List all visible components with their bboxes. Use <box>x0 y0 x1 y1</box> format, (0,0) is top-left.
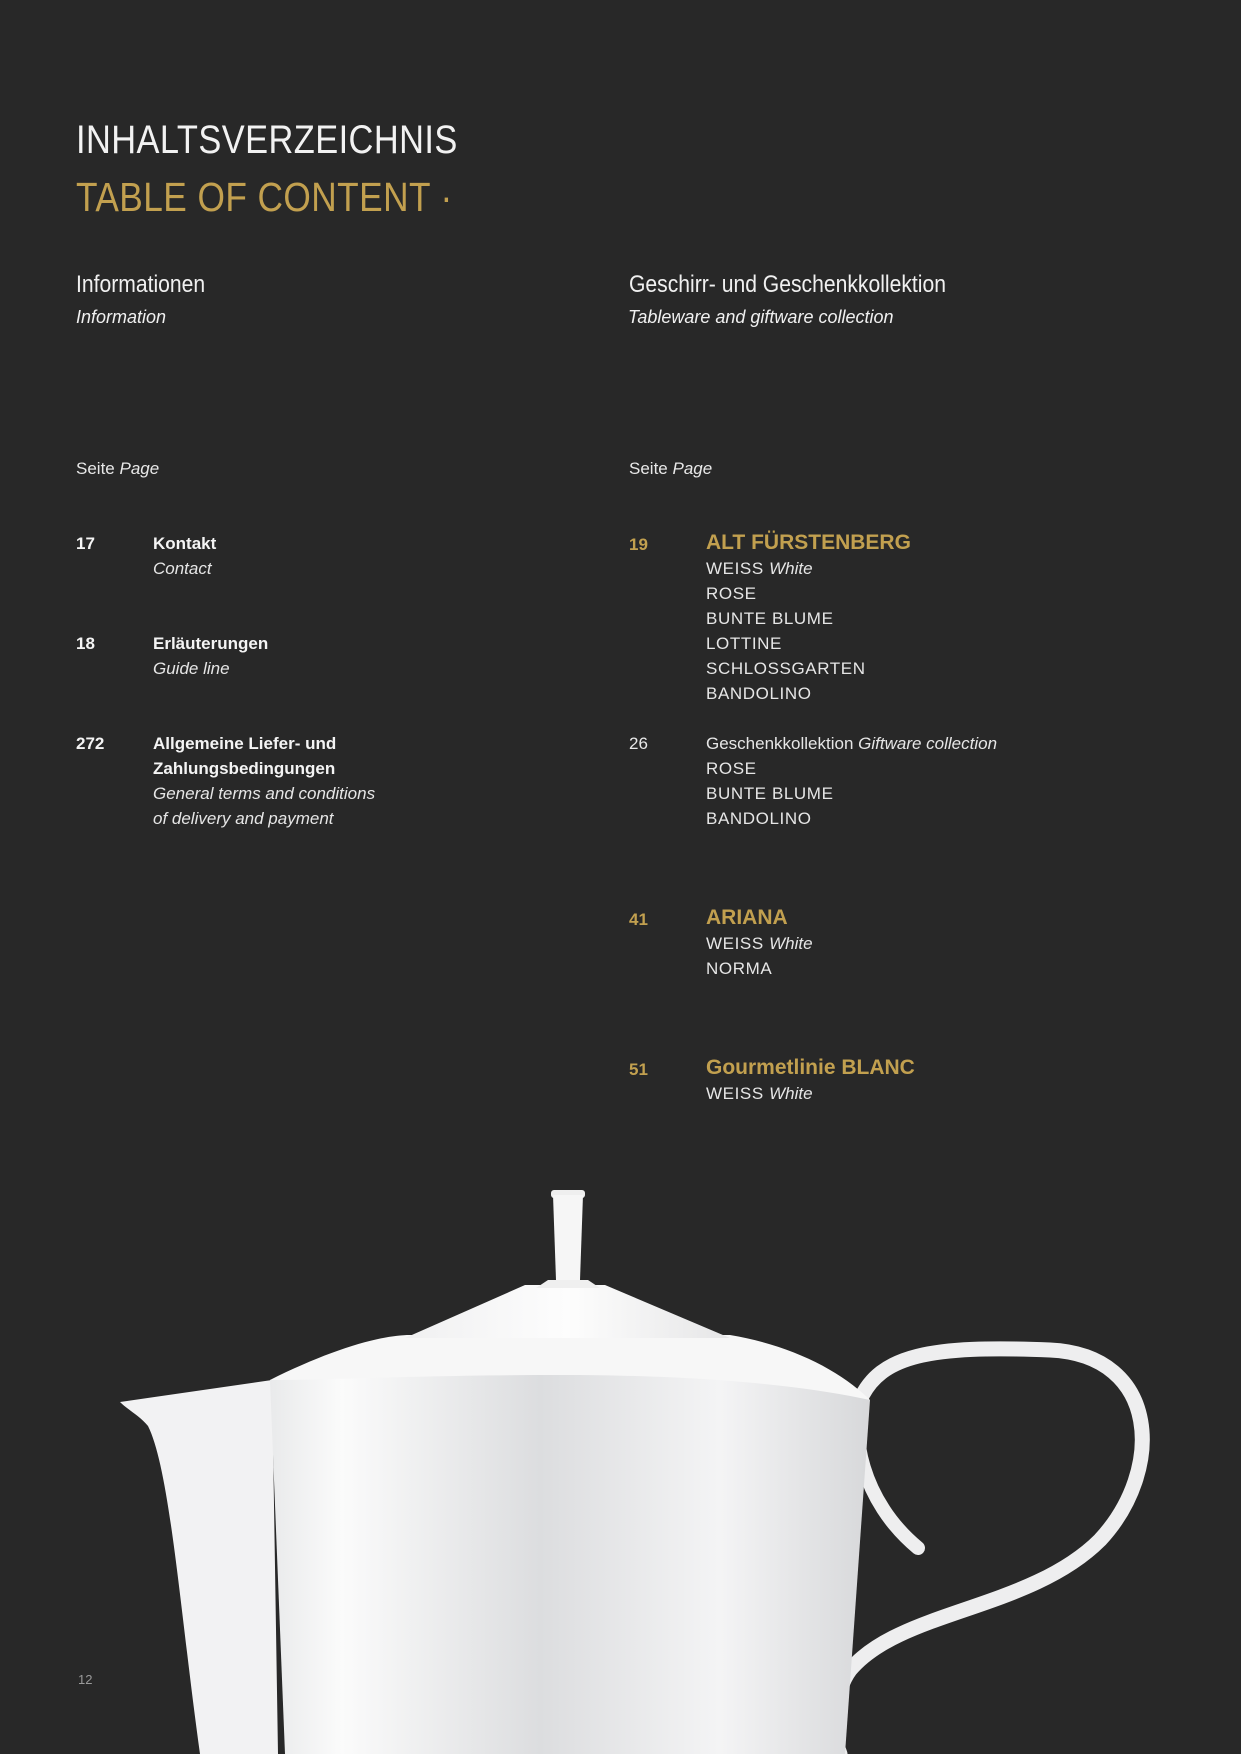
page-label-de: Seite <box>76 459 115 478</box>
entry-title-line-1: Allgemeine Liefer- und <box>153 734 337 753</box>
left-column-heading: Informationen <box>76 271 206 298</box>
right-column-heading: Geschirr- und Geschenkkollektion <box>629 271 946 298</box>
page-label-de: Seite <box>629 459 668 478</box>
entry-page-number: 272 <box>76 734 105 753</box>
section-page-number: 51 <box>629 1060 648 1079</box>
section-page-number: 41 <box>629 910 648 929</box>
page-number: 12 <box>78 1672 93 1687</box>
toc-entry-terms[interactable] <box>153 731 375 831</box>
page-label-en: Page <box>672 459 713 478</box>
section-page-number: 19 <box>629 535 648 554</box>
right-column-subheading: Tableware and giftware collection <box>628 307 894 327</box>
toc-section-giftware[interactable] <box>706 731 997 831</box>
entry-translation: Contact <box>153 559 212 578</box>
line-en: White <box>769 934 813 953</box>
line-de: WEISS <box>706 1084 764 1103</box>
line-de: WEISS <box>706 559 764 578</box>
teapot-illustration <box>0 1170 1241 1754</box>
section-line-first <box>706 556 911 581</box>
toc-section-alt-fuerstenberg[interactable] <box>706 529 911 706</box>
section-line: NORMA <box>706 959 773 978</box>
line-en: White <box>769 559 813 578</box>
toc-entry-erlaeuterungen[interactable] <box>153 631 268 681</box>
section-line: BUNTE BLUME <box>706 609 834 628</box>
left-page-label <box>76 459 159 479</box>
section-line: BUNTE BLUME <box>706 784 834 803</box>
entry-translation-line-1: General terms and conditions <box>153 784 376 803</box>
entry-title: Kontakt <box>153 534 217 553</box>
section-title: ALT FÜRSTENBERG <box>706 531 911 554</box>
section-page-number: 26 <box>629 734 648 753</box>
entry-translation-line-2: of delivery and payment <box>153 809 334 828</box>
section-line-first <box>706 931 813 956</box>
title-en: Giftware collection <box>858 734 998 753</box>
section-title <box>706 731 997 756</box>
entry-title-line-2: Zahlungsbedingungen <box>153 759 336 778</box>
title-de: Geschenkkollektion <box>706 734 854 753</box>
section-line-first <box>706 1081 915 1106</box>
toc-section-gourmetlinie-blanc[interactable] <box>706 1054 915 1106</box>
section-line: BANDOLINO <box>706 809 812 828</box>
entry-translation: Guide line <box>153 659 230 678</box>
page-subtitle: TABLE OF CONTENT · <box>76 174 453 220</box>
toc-section-ariana[interactable] <box>706 904 813 981</box>
section-line: LOTTINE <box>706 634 782 653</box>
entry-page-number: 18 <box>76 634 95 653</box>
page-label-en: Page <box>119 459 160 478</box>
line-de: WEISS <box>706 934 764 953</box>
page-title: INHALTSVERZEICHNIS <box>76 118 458 162</box>
entry-page-number: 17 <box>76 534 95 553</box>
section-title: ARIANA <box>706 906 788 929</box>
entry-title: Erläuterungen <box>153 634 269 653</box>
section-line: ROSE <box>706 759 757 778</box>
line-en: White <box>769 1084 813 1103</box>
section-line: SCHLOSSGARTEN <box>706 659 866 678</box>
right-page-label <box>629 459 712 479</box>
section-line: BANDOLINO <box>706 684 812 703</box>
section-line: ROSE <box>706 584 757 603</box>
left-column-subheading: Information <box>76 307 167 327</box>
section-title: Gourmetlinie BLANC <box>706 1056 915 1079</box>
toc-entry-kontakt[interactable] <box>153 531 216 581</box>
